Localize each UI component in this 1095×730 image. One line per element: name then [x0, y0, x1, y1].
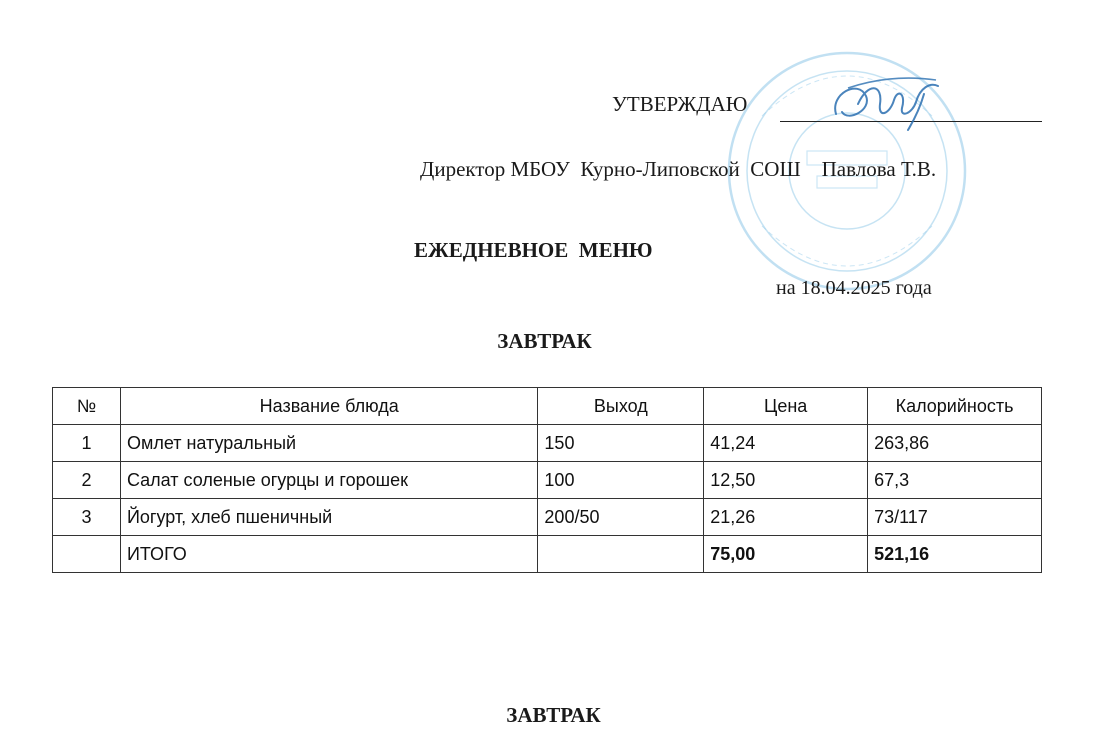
cell-calories: 263,86	[868, 425, 1042, 462]
menu-title: ЕЖЕДНЕВНОЕ МЕНЮ	[414, 238, 653, 262]
cell-total-label: ИТОГО	[120, 536, 537, 573]
menu-date: на 18.04.2025 года	[776, 277, 932, 299]
cell-number: 2	[53, 462, 121, 499]
approve-label: УТВЕРЖДАЮ	[612, 92, 748, 116]
cell-calories: 67,3	[868, 462, 1042, 499]
cell-price: 21,26	[704, 499, 868, 536]
section-title-breakfast-2: ЗАВТРАК	[506, 703, 601, 727]
table-total-row	[53, 536, 1042, 573]
cell-dish-name: Омлет натуральный	[120, 425, 537, 462]
cell-output: 100	[538, 462, 704, 499]
cell-number: 3	[53, 499, 121, 536]
cell-output: 150	[538, 425, 704, 462]
cell-number: 1	[53, 425, 121, 462]
cell-calories: 73/117	[868, 499, 1042, 536]
cell-dish-name: Салат соленые огурцы и горошек	[120, 462, 537, 499]
section-title-breakfast: ЗАВТРАК	[497, 329, 592, 353]
cell-total-price: 75,00	[704, 536, 868, 573]
header-output: Выход	[538, 388, 704, 425]
header-price: Цена	[704, 388, 868, 425]
table-row	[53, 499, 1042, 536]
table-row	[53, 462, 1042, 499]
cell-total-number	[53, 536, 121, 573]
cell-total-output	[538, 536, 704, 573]
table-row	[53, 425, 1042, 462]
table-header-row	[53, 388, 1042, 425]
header-dish-name: Название блюда	[120, 388, 537, 425]
cell-total-calories: 521,16	[868, 536, 1042, 573]
header-calories: Калорийность	[868, 388, 1042, 425]
cell-price: 12,50	[704, 462, 868, 499]
cell-price: 41,24	[704, 425, 868, 462]
header-number: №	[53, 388, 121, 425]
menu-table	[52, 387, 1042, 573]
cell-dish-name: Йогурт, хлеб пшеничный	[120, 499, 537, 536]
signature-icon	[828, 74, 948, 134]
cell-output: 200/50	[538, 499, 704, 536]
director-line: Директор МБОУ Курно-Липовской СОШ Павлова Т.В.	[420, 157, 937, 181]
